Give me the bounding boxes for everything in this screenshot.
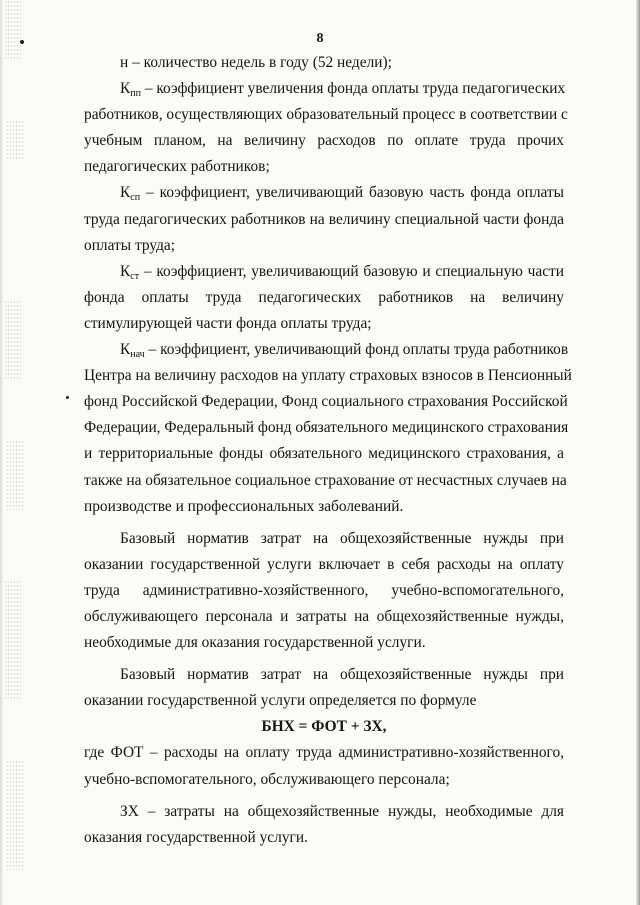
scan-speck xyxy=(66,396,69,399)
text-line: учебным планом, на величину расходов по оплате труда прочих xyxy=(84,132,564,150)
document-body xyxy=(84,50,572,851)
text-line: Базовый норматив затрат на общехозяйственные нужды при xyxy=(120,529,564,547)
text-line: необходимые для оказания государственной услуги. xyxy=(84,634,426,652)
scan-edge-left xyxy=(0,0,3,905)
scan-bleed-mark xyxy=(4,300,22,380)
text-line: оказания государственной услуги. xyxy=(84,828,308,846)
formula: БНХ = ФОТ + ЗХ, xyxy=(261,718,387,736)
text-line: работников, осуществляющих образовательный процесс в соответствии с xyxy=(84,106,568,124)
scan-bleed-mark xyxy=(6,440,24,510)
text-line: фонда оплаты труда педагогических работников на величину xyxy=(84,288,564,306)
text-line: оплаты труда; xyxy=(84,236,176,254)
text-line: $К_{ст}$ – коэффициент, увеличивающий базовую и специальную части xyxy=(120,262,564,282)
text-line: ЗХ – затраты на общехозяйственные нужды, необходимые для xyxy=(120,802,564,820)
scan-bleed-mark xyxy=(4,580,22,700)
text-line: стимулирующей части фонда оплаты труда; xyxy=(84,314,372,332)
text-line: фонд Российской Федерации, Фонд социального страхования Российской xyxy=(84,393,568,411)
scan-edge-right xyxy=(636,0,640,905)
text-line: $К_{пп}$ – коэффициент увеличения фонда оплаты труда педагогических xyxy=(120,80,566,100)
page-number: 8 xyxy=(316,31,324,46)
text-line: и территориальные фонды обязательного медицинского страхования, а xyxy=(84,445,564,463)
scan-bleed-mark xyxy=(4,0,22,60)
text-line: Центра на величину расходов на уплату страховых взносов в Пенсионный xyxy=(84,367,572,385)
text-line: Федерации, Федеральный фонд обязательного медицинского страхования xyxy=(84,419,569,437)
text-line: педагогических работников; xyxy=(84,158,270,176)
scan-bleed-mark xyxy=(6,120,24,160)
text-line: где ФОТ – расходы на оплату труда административно-хозяйственного, xyxy=(84,744,564,762)
text-line: также на обязательное социальное страхование от несчастных случаев на xyxy=(84,471,567,489)
text-line: $К_{сп}$ – коэффициент, увеличивающий базовую часть фонда оплаты xyxy=(120,184,564,204)
text-line: труда педагогических работников на величину специальной части фонда xyxy=(84,210,564,228)
text-line: труда административно-хозяйственного, учебно-вспомогательного, xyxy=(84,581,564,599)
text-line: учебно-вспомогательного, обслуживающего персонала; xyxy=(84,770,450,788)
text-line: $К_{нач}$ – коэффициент, увеличивающий фонд оплаты труда работников xyxy=(120,341,569,361)
text-line: оказании государственной услуги определяется по формуле xyxy=(84,692,477,710)
text-line: обслуживающего персонала и затраты на общехозяйственные нужды, xyxy=(84,607,564,625)
text-line: производстве и профессиональных заболеваний. xyxy=(84,497,404,515)
text-line: н – количество недель в году (52 недели); xyxy=(120,54,392,71)
text-line: Базовый норматив затрат на общехозяйственные нужды при xyxy=(120,666,564,684)
scan-bleed-mark xyxy=(6,760,24,870)
text-line: оказании государственной услуги включает в себя расходы на оплату xyxy=(84,555,564,573)
